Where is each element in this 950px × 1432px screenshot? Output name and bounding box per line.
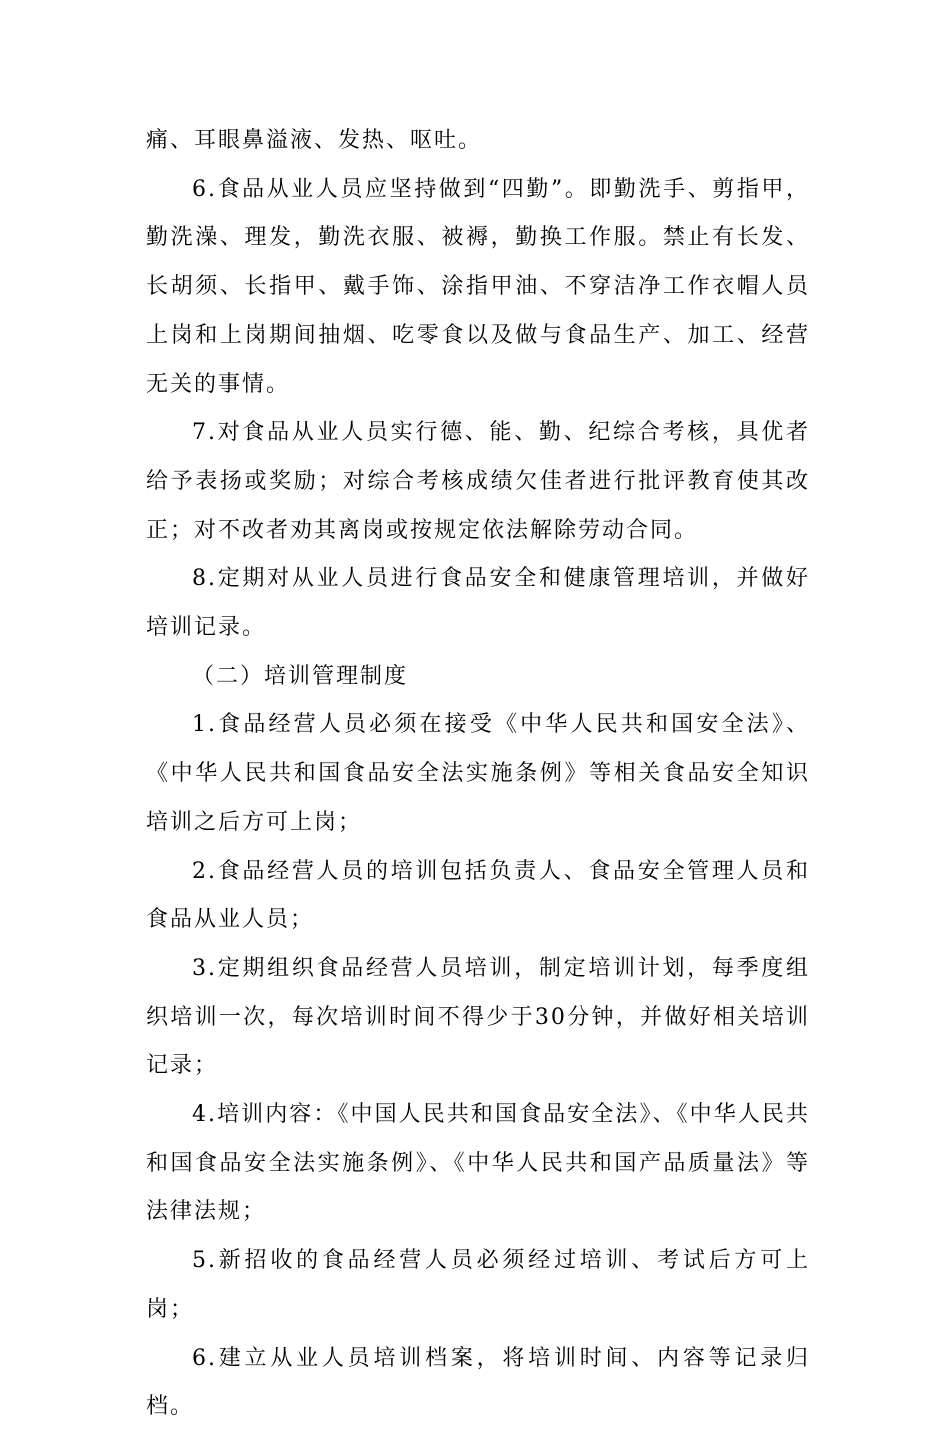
paragraph-item-6-four-diligences: 6.食品从业人员应坚持做到“四勤”。即勤洗手、剪指甲，勤洗澡、理发，勤洗衣服、被褥，勤换工作服。禁止有长发、长胡须、长指甲、戴手饰、涂指甲油、不穿洁净工作衣帽人员上岗和上岗期间抽烟、吃零食以及做与食品生产、加工、经营无关的事情。 <box>146 176 810 397</box>
paragraph-training-2: 2.食品经营人员的培训包括负责人、食品安全管理人员和食品从业人员； <box>146 858 810 933</box>
paragraph-training-4: 4.培训内容：《中国人民共和国食品安全法》、《中华人民共和国食品安全法实施条例》、《中华人民共和国产品质量法》等法律法规； <box>146 1102 810 1225</box>
paragraph-item-8-training: 8.定期对从业人员进行食品安全和健康管理培训，并做好培训记录。 <box>146 566 810 641</box>
paragraph-training-5: 5.新招收的食品经营人员必须经过培训、考试后方可上岗； <box>146 1248 810 1322</box>
paragraph-continuation: 痛、耳眼鼻溢液、发热、呕吐。 <box>146 128 483 153</box>
paragraph-training-6: 6.建立从业人员培训档案，将培训时间、内容等记录归档。 <box>146 1345 810 1420</box>
paragraph-item-7-assessment: 7.对食品从业人员实行德、能、勤、纪综合考核，具优者给予表扬或奖励；对综合考核成绩欠佳者进行批评教育使其改正；对不改者劝其离岗或按规定依法解除劳动合同。 <box>146 420 810 543</box>
document-body <box>146 117 810 1432</box>
paragraph-training-3: 3.定期组织食品经营人员培训，制定培训计划，每季度组织培训一次，每次培训时间不得少于30分钟，并做好相关培训记录； <box>146 955 810 1079</box>
paragraph-training-1: 1.食品经营人员必须在接受《中华人民共和国安全法》、《中华人民共和国食品安全法实施条例》等相关食品安全知识培训之后方可上岗； <box>146 712 810 835</box>
section-heading-training-system: （二）培训管理制度 <box>192 663 409 689</box>
